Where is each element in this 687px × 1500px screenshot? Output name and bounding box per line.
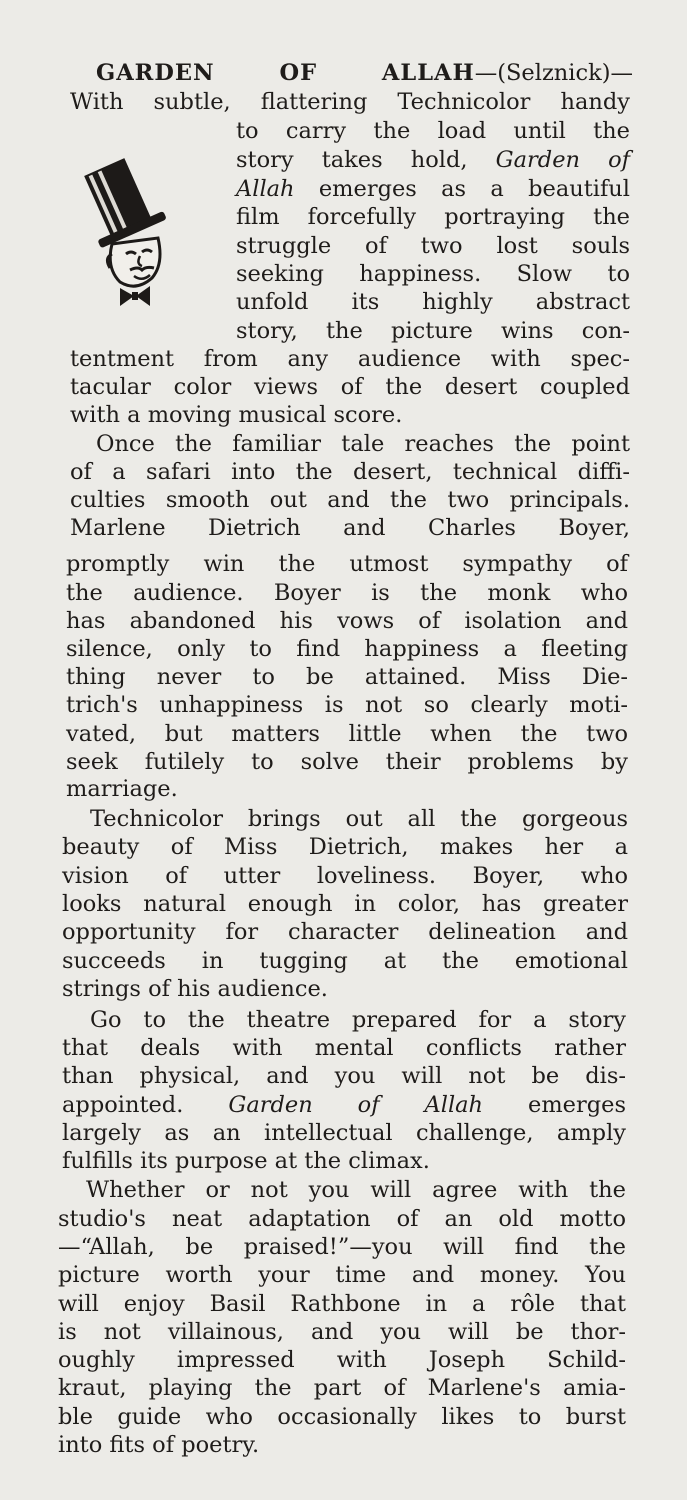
text-line: silence, only to find happiness a fleeting (66, 636, 628, 662)
text-line: culties smooth out and the two principals. (70, 487, 630, 513)
text-line: succeeds in tugging at the emotional (62, 948, 628, 974)
text-line: Go to the theatre prepared for a story (90, 1007, 626, 1033)
text-line: Once the familiar tale reaches the point (96, 431, 630, 457)
text-line: will enjoy Basil Rathbone in a rôle that (58, 1291, 626, 1317)
text-line: Marlene Dietrich and Charles Boyer, (70, 515, 630, 541)
text-line: promptly win the utmost sympathy of (66, 551, 628, 577)
text-line: tentment from any audience with spec- (70, 346, 630, 372)
review-title: GARDEN OF ALLAH (96, 60, 475, 86)
text-line: than physical, and you will not be dis- (62, 1063, 626, 1089)
text-line: beauty of Miss Dietrich, makes her a (62, 834, 628, 860)
text-line: looks natural enough in color, has greater (62, 891, 628, 917)
text-line: unfold its highly abstract (236, 289, 630, 315)
text-line: opportunity for character delineation and (62, 919, 628, 945)
text-line: Technicolor brings out all the gorgeous (90, 806, 628, 832)
text-line: vated, but matters little when the two (66, 721, 628, 747)
text-line: to carry the load until the (236, 118, 630, 144)
text-line: marriage. (66, 776, 178, 802)
text-line: vision of utter loveliness. Boyer, who (62, 863, 628, 889)
text-line: thing never to be attained. Miss Die- (66, 664, 628, 690)
text-line: story, the picture wins con- (236, 318, 630, 344)
text-line: studio's neat adaptation of an old motto (58, 1206, 626, 1232)
text-line: that deals with mental conflicts rather (62, 1035, 626, 1061)
text-line: seeking happiness. Slow to (236, 261, 630, 287)
text-line: With subtle, flattering Technicolor handy (70, 89, 630, 115)
text-line: of a safari into the desert, technical diffi- (70, 459, 630, 485)
text-line: film forcefully portraying the (236, 204, 630, 230)
text-line: —“Allah, be praised!”—you will find the (58, 1234, 626, 1260)
text-line: tacular color views of the desert coupled (70, 374, 630, 400)
text-line: the audience. Boyer is the monk who (66, 580, 628, 606)
title-line (96, 59, 633, 87)
text-line: Whether or not you will agree with the (86, 1177, 626, 1203)
text-line: picture worth your time and money. You (58, 1262, 626, 1288)
studio-credit: —(Selznick)— (474, 60, 633, 86)
text-line: trich's unhappiness is not so clearly moti- (66, 692, 628, 718)
text-line: fulfills its purpose at the climax. (62, 1148, 430, 1174)
text-line: struggle of two lost souls (236, 233, 630, 259)
text-line: has abandoned his vows of isolation and (66, 608, 628, 634)
text-line: seek futilely to solve their problems by (66, 749, 628, 775)
text-line: into fits of poetry. (58, 1432, 260, 1458)
text-line: with a moving musical score. (70, 402, 403, 428)
text-line: kraut, playing the part of Marlene's amia- (58, 1375, 626, 1401)
text-line: Allah emerges as a beautiful (236, 176, 630, 202)
text-line: strings of his audience. (62, 976, 328, 1002)
text-line: largely as an intellectual challenge, amply (62, 1120, 626, 1146)
text-line: ble guide who occasionally likes to burst (58, 1404, 626, 1430)
text-line: story takes hold, Garden of (236, 147, 630, 173)
text-line: appointed. Garden of Allah emerges (62, 1092, 626, 1118)
text-line: is not villainous, and you will be thor- (58, 1319, 626, 1345)
text-line: oughly impressed with Joseph Schild- (58, 1347, 626, 1373)
